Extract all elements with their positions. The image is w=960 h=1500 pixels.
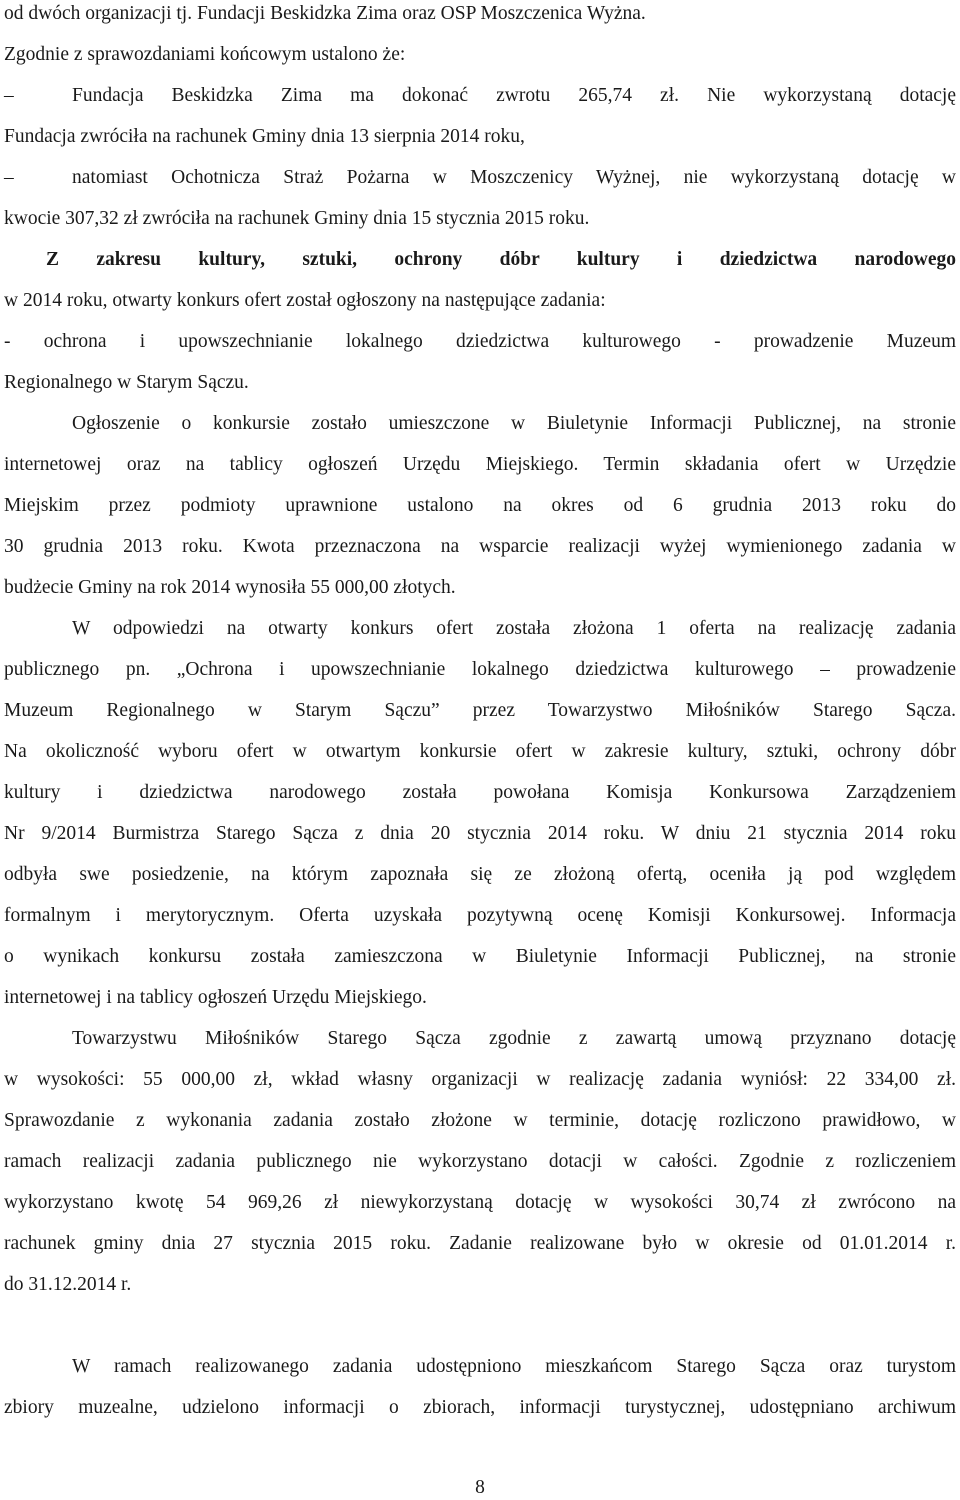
text-line: ramach realizacji zadania publicznego nie wykorzystano dotacji w całości. Zgodnie z rozliczeniem xyxy=(4,1151,956,1172)
text-line: Zgodnie z sprawozdaniami końcowym ustalono że: xyxy=(4,44,406,65)
text-line: Sprawozdanie z wykonania zadania zostało złożone w terminie, dotację rozliczono prawidłowo, w xyxy=(4,1110,956,1131)
text-line: kultury i dziedzictwa narodowego została powołana Komisja Konkursowa Zarządzeniem xyxy=(4,782,956,803)
text-line: odbyła swe posiedzenie, na którym zapoznała się ze złożoną ofertą, oceniła ją pod względem xyxy=(4,864,956,885)
dash-bullet: – xyxy=(4,167,14,188)
text-line: internetowej oraz na tablicy ogłoszeń Urzędu Miejskiego. Termin składania ofert w Urzędzie xyxy=(4,454,956,475)
list-item xyxy=(4,166,956,190)
text-line: Ogłoszenie o konkursie zostało umieszczone w Biuletynie Informacji Publicznej, na stronie xyxy=(72,413,956,434)
text-line: w 2014 roku, otwarty konkurs ofert został ogłoszony na następujące zadania: xyxy=(4,290,606,311)
text-line: formalnym i merytorycznym. Oferta uzyskała pozytywną ocenę Komisji Konkursowej. Informacja xyxy=(4,905,956,926)
text-line: - ochrona i upowszechnianie lokalnego dziedzictwa kulturowego - prowadzenie Muzeum xyxy=(4,331,956,352)
text-line: wykorzystano kwotę 54 969,26 zł niewykorzystaną dotację w wysokości 30,74 zł zwrócono na xyxy=(4,1192,956,1213)
text-line: Fundacja zwróciła na rachunek Gminy dnia 13 sierpnia 2014 roku, xyxy=(4,126,525,147)
page-number: 8 xyxy=(475,1477,485,1498)
text-line: Towarzystwu Miłośników Starego Sącza zgodnie z zawartą umową przyznano dotację xyxy=(72,1028,956,1049)
text-line: zbiory muzealne, udzielono informacji o zbiorach, informacji turystycznej, udostępniano archiwum xyxy=(4,1397,956,1418)
text-line: Nr 9/2014 Burmistrza Starego Sącza z dnia 20 stycznia 2014 roku. W dniu 21 stycznia 2014 roku xyxy=(4,823,956,844)
text-line: Muzeum Regionalnego w Starym Sączu” przez Towarzystwo Miłośników Starego Sącza. xyxy=(4,700,956,721)
text-line: internetowej i na tablicy ogłoszeń Urzędu Miejskiego. xyxy=(4,987,427,1008)
text-line: Fundacja Beskidzka Zima ma dokonać zwrotu 265,74 zł. Nie wykorzystaną dotację xyxy=(72,85,956,106)
list-item xyxy=(4,84,956,108)
text-line: W odpowiedzi na otwarty konkurs ofert została złożona 1 oferta na realizację zadania xyxy=(72,618,956,639)
text-line: w wysokości: 55 000,00 zł, wkład własny organizacji w realizację zadania wyniósł: 22 334,00 zł. xyxy=(4,1069,956,1090)
text-line: rachunek gminy dnia 27 stycznia 2015 roku. Zadanie realizowane było w okresie od 01.01.2014 r. xyxy=(4,1233,956,1254)
dash-bullet: – xyxy=(4,85,14,106)
text-line: natomiast Ochotnicza Straż Pożarna w Moszczenicy Wyżnej, nie wykorzystaną dotację w xyxy=(72,167,956,188)
text-line: Miejskim przez podmioty uprawnione ustalono na okres od 6 grudnia 2013 roku do xyxy=(4,495,956,516)
text-line: od dwóch organizacji tj. Fundacji Beskidzka Zima oraz OSP Moszczenica Wyżna. xyxy=(4,3,646,24)
text-line: kwocie 307,32 zł zwróciła na rachunek Gminy dnia 15 stycznia 2015 roku. xyxy=(4,208,590,229)
section-heading: Z zakresu kultury, sztuki, ochrony dóbr kultury i dziedzictwa narodowego xyxy=(46,249,956,270)
text-line: publicznego pn. „Ochrona i upowszechnianie lokalnego dziedzictwa kulturowego – prowadzenie xyxy=(4,659,956,680)
text-line: 30 grudnia 2013 roku. Kwota przeznaczona na wsparcie realizacji wyżej wymienionego zadania w xyxy=(4,536,956,557)
text-line: o wynikach konkursu została zamieszczona w Biuletynie Informacji Publicznej, na stronie xyxy=(4,946,956,967)
text-line: Na okoliczność wyboru ofert w otwartym konkursie ofert w zakresie kultury, sztuki, ochrony dóbr xyxy=(4,741,956,762)
text-line: budżecie Gminy na rok 2014 wynosiła 55 000,00 złotych. xyxy=(4,577,456,598)
text-line: do 31.12.2014 r. xyxy=(4,1274,132,1295)
text-line: W ramach realizowanego zadania udostępniono mieszkańcom Starego Sącza oraz turystom xyxy=(72,1356,956,1377)
text-line: Regionalnego w Starym Sączu. xyxy=(4,372,249,393)
